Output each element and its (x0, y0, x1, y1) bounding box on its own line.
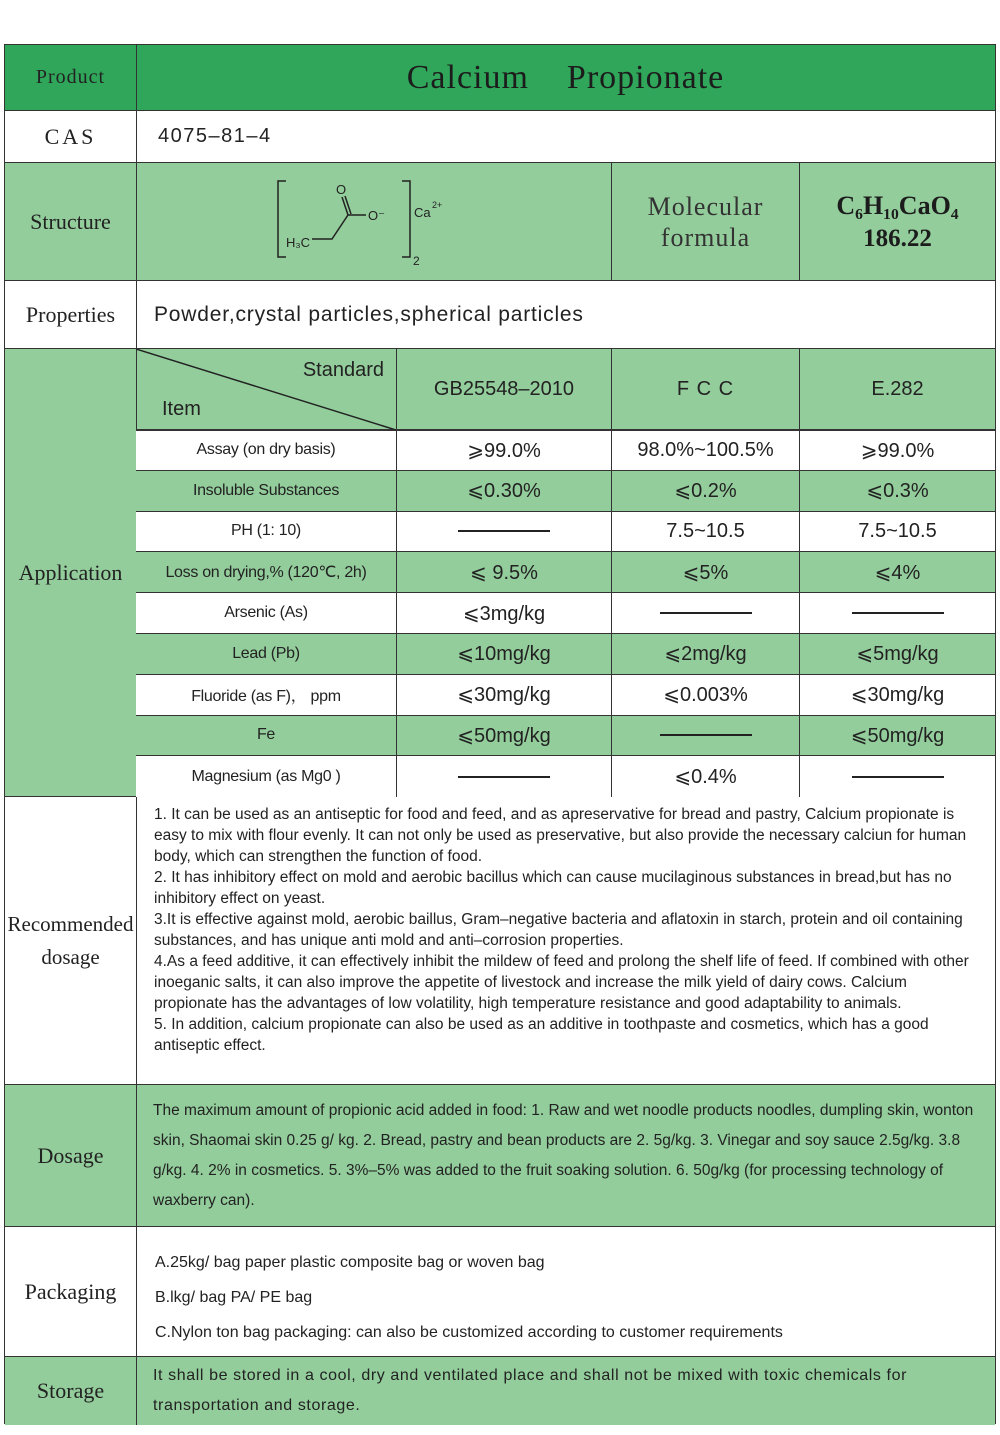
cas-number: 4075–81–4 (158, 125, 272, 147)
table-cell-gb (396, 756, 611, 797)
table-cell-fcc: 7.5~10.5 (611, 512, 799, 552)
table-cell-e282: ⩽30mg/kg (799, 675, 995, 715)
table-row (136, 593, 995, 634)
table-cell-item: Fe (256, 726, 276, 744)
not-specified-dash (660, 734, 752, 736)
not-specified-dash (852, 612, 944, 614)
table-cell-item: PH (1: 10) (231, 522, 301, 540)
table-row (136, 716, 995, 757)
table-cell-fcc: ⩽5% (611, 552, 799, 592)
table-cell-item: Loss on drying,% (120℃, 2h) (165, 564, 367, 582)
table-row (136, 512, 995, 553)
cas-row (5, 111, 995, 163)
table-cell-fcc: ⩽0.2% (611, 471, 799, 511)
table-cell-item: Insoluble Substances (192, 481, 340, 499)
recommended-paragraph-1: 1. It can be used as an antiseptic for food and feed, and as apreservative for bread and pastry, Calcium propionate is easy to mix with flour evenly. It can not only be used as preservative, but also provide the necessary calciun for human body, which can strengthen the function of food. (154, 806, 967, 865)
header-item: Item (162, 398, 201, 420)
not-specified-dash (458, 530, 550, 532)
molecular-formula-label: Molecular formula (647, 191, 764, 252)
table-row (136, 675, 995, 716)
table-cell-item: Arsenic (As) (224, 604, 308, 622)
not-specified-dash (852, 776, 944, 778)
dosage-label: Dosage (5, 1085, 137, 1226)
table-cell-fcc: ⩽0.4% (611, 756, 799, 797)
table-row (136, 552, 995, 593)
molecular-formula-label-cell (611, 163, 799, 280)
table-cell-e282: ⩽4% (799, 552, 995, 592)
properties-row (5, 281, 995, 349)
packaging-item-a: A.25kg/ bag paper plastic composite bag or woven bag (155, 1254, 545, 1271)
subscript-2-text: 2 (412, 253, 420, 267)
application-table (136, 349, 995, 796)
table-row (136, 634, 995, 675)
product-name: Calcium Propionate (406, 58, 725, 96)
packaging-row (5, 1227, 995, 1357)
calcium-propionate-structure-icon (274, 177, 474, 267)
table-row (136, 756, 995, 797)
product-label: Product (5, 45, 137, 110)
molecular-weight: 186.22 (863, 224, 932, 252)
table-cell-gb: ⩽50mg/kg (396, 716, 611, 756)
properties-value: Powder,crystal particles,spherical particles (154, 302, 584, 326)
structure-row (5, 163, 995, 281)
recommended-paragraph-4: 4.As a feed additive, it can effectively inhibit the mildew of feed and prolong the shelf life of feed. If combined with other inoeganic salts, it can also improve the appetite of livestock and increase the milk yield of dairy cows. Calcium propionate has the advantages of low volatility, high temperature resistance and good adaptability to animals. (154, 953, 969, 1012)
application-header-row (136, 349, 995, 430)
table-cell-gb: ⩽0.30% (396, 471, 611, 511)
table-cell-fcc: 98.0%~100.5% (611, 431, 799, 470)
recommended-label: Recommended dosage (5, 797, 137, 1084)
packaging-label: Packaging (5, 1227, 137, 1356)
molecular-formula-cell (799, 163, 995, 280)
product-row (5, 45, 995, 111)
packaging-content (136, 1227, 995, 1356)
packaging-item-c: C.Nylon ton bag packaging: can also be customized according to customer requirements (155, 1324, 783, 1341)
table-cell-e282 (799, 593, 995, 633)
structure-label: Structure (5, 163, 137, 280)
table-cell-item: Magnesium (as Mg0 ) (191, 767, 341, 785)
properties-label: Properties (5, 281, 137, 348)
recommended-paragraph-2: 2. It has inhibitory effect on mold and aerobic bacillus which can cause mucilaginous substances in bread,but has no inhibitory effect on yeast. (154, 869, 952, 907)
application-section (5, 349, 995, 797)
table-cell-e282: ⩾99.0% (799, 431, 995, 470)
dosage-text: The maximum amount of propionic acid added in food: 1. Raw and wet noodle products noodles, dumpling skin, wonton skin, Shaomai skin 0.25 g/ kg. 2. Bread, pastry and bean products are 2. 5g/kg. 3. Vinegar and soy sauce 2.5g/kg. 3.8 g/kg. 4. 2% in cosmetics. 5. 3%–5% was added to the fruit soaking solution. 6. 50g/kg (for processing technology of waxberry can). (153, 1101, 974, 1209)
table-cell-e282: 7.5~10.5 (799, 512, 995, 552)
o-minus-text: O⁻ (367, 207, 385, 223)
o-top-text: O (335, 181, 346, 197)
application-label: Application (5, 349, 137, 796)
h3c-text: H₃C (285, 234, 310, 250)
recommended-content (136, 797, 995, 1084)
storage-label: Storage (5, 1357, 137, 1425)
molecular-formula: C₆H₁₀CaO₄ (836, 190, 959, 220)
ca-charge-text: 2+ (431, 199, 442, 210)
dosage-row (5, 1085, 995, 1227)
table-cell-e282 (799, 756, 995, 797)
header-col-e282: E.282 (799, 349, 995, 429)
table-cell-e282: ⩽0.3% (799, 471, 995, 511)
structure-diagram (136, 163, 611, 280)
table-cell-e282: ⩽5mg/kg (799, 634, 995, 674)
table-cell-gb: ⩽30mg/kg (396, 675, 611, 715)
table-cell-item: Fluoride (as F)， ppm (191, 688, 341, 706)
table-cell-fcc: ⩽2mg/kg (611, 634, 799, 674)
table-cell-item: Lead (Pb) (232, 644, 300, 662)
table-cell-e282: ⩽50mg/kg (799, 716, 995, 756)
storage-row (5, 1357, 995, 1425)
cas-label: CAS (5, 111, 137, 162)
table-cell-gb: ⩽3mg/kg (396, 593, 611, 633)
recommended-paragraph-3: 3.It is effective against mold, aerobic baillus, Gram–negative bacteria and aflatoxin in starch, protein and oil containing substances, and has unique anti mold and anti–corrosion properties. (154, 911, 963, 949)
packaging-item-b: B.lkg/ bag PA/ PE bag (155, 1289, 313, 1306)
ca-text: Ca (413, 204, 431, 220)
header-col-gb: GB25548–2010 (396, 349, 611, 429)
table-cell-gb: ⩽10mg/kg (396, 634, 611, 674)
table-cell-gb: ⩽ 9.5% (396, 552, 611, 592)
not-specified-dash (660, 612, 752, 614)
table-cell-gb (396, 512, 611, 552)
table-cell-fcc (611, 593, 799, 633)
spec-sheet (4, 44, 996, 1424)
header-standard: Standard (302, 359, 384, 381)
not-specified-dash (458, 776, 550, 778)
table-row (136, 430, 995, 471)
header-col-fcc: F C C (611, 349, 799, 429)
storage-text: It shall be stored in a cool, dry and ventilated place and shall not be mixed with toxic chemicals for transportation and storage. (153, 1367, 908, 1414)
table-row (136, 471, 995, 512)
recommended-dosage-row (5, 797, 995, 1085)
header-corner-cell (136, 349, 396, 429)
table-cell-item: Assay (on dry basis) (196, 441, 336, 459)
recommended-paragraph-5: 5. In addition, calcium propionate can also be used as an additive in toothpaste and cosmetics, which has a good antiseptic effect. (154, 1016, 929, 1054)
table-cell-fcc (611, 716, 799, 756)
table-cell-gb: ⩾99.0% (396, 431, 611, 470)
table-cell-fcc: ⩽0.003% (611, 675, 799, 715)
